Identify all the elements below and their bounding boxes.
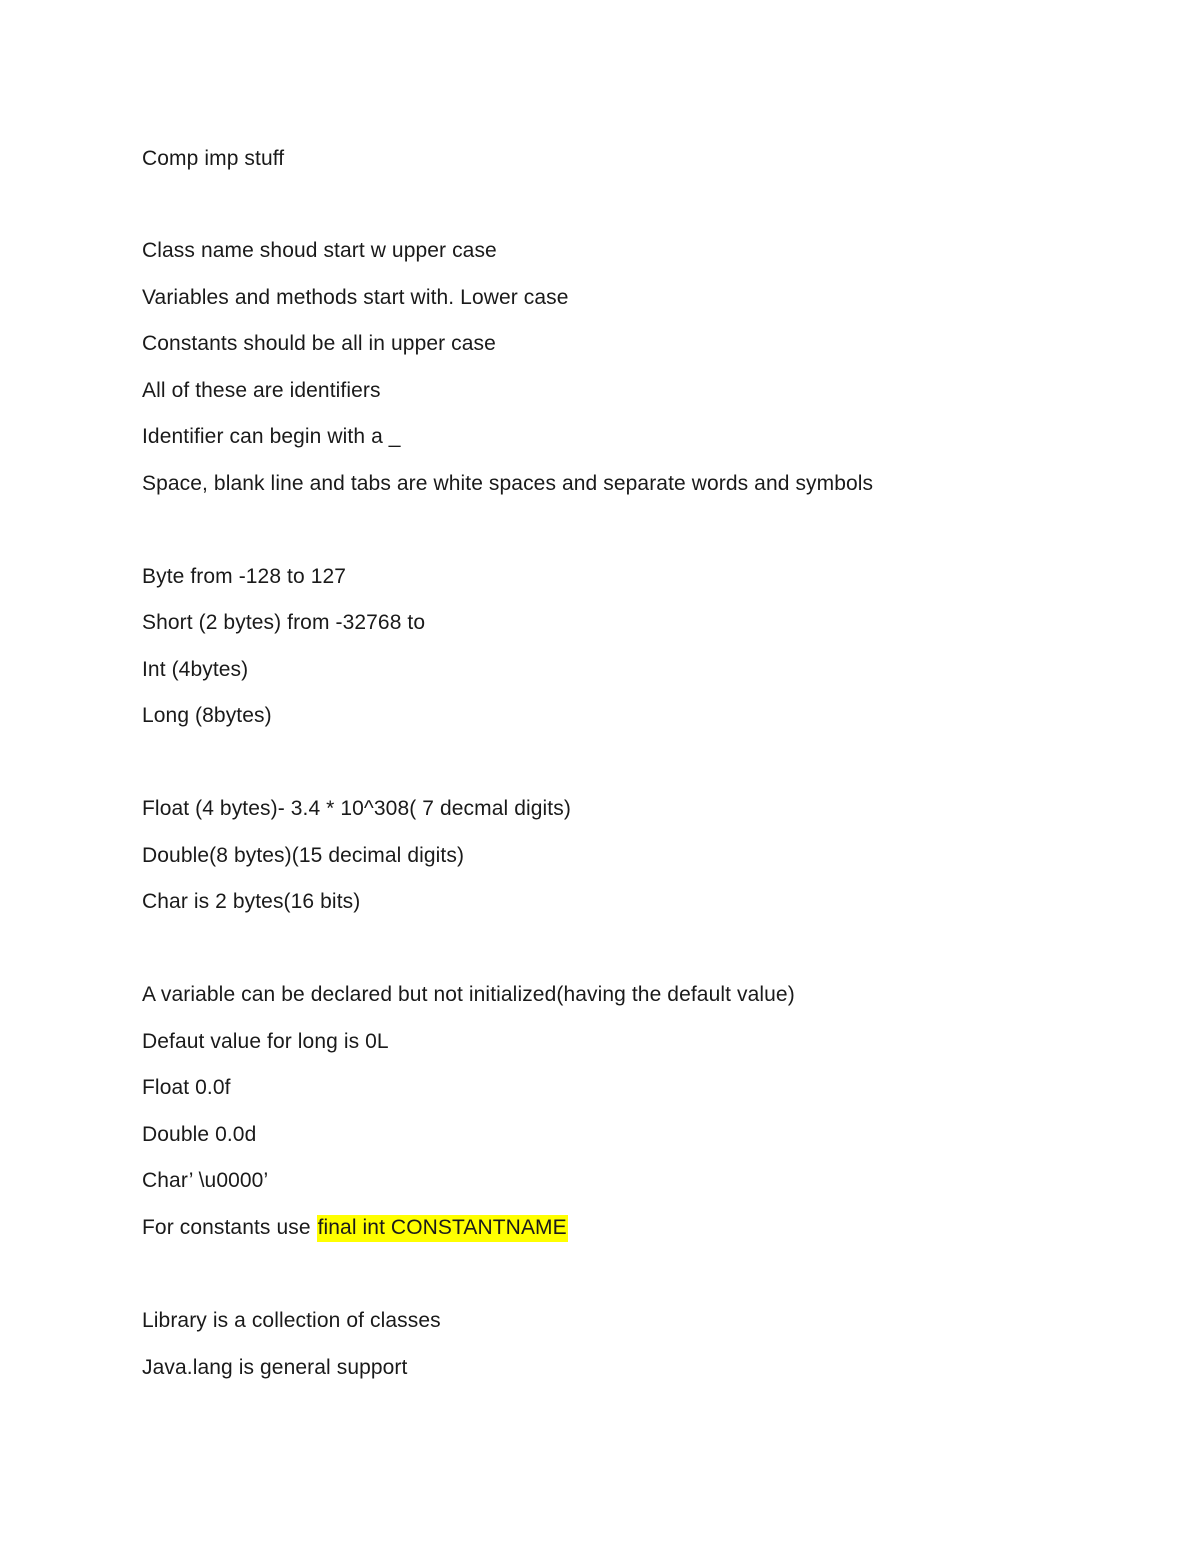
- constants-line: [142, 1215, 568, 1241]
- text-line: Double 0.0d: [142, 1123, 257, 1146]
- text-line: Library is a collection of classes: [142, 1309, 441, 1332]
- text-line: Double(8 bytes)(15 decimal digits): [142, 844, 465, 867]
- text-line: Int (4bytes): [142, 658, 249, 681]
- text-line: A variable can be declared but not initialized(having the default value): [142, 983, 795, 1006]
- text-line: Space, blank line and tabs are white spaces and separate words and symbols: [142, 472, 874, 495]
- document-title: Comp imp stuff: [142, 147, 285, 170]
- text-line: Constants should be all in upper case: [142, 332, 496, 355]
- constants-line-prefix: For constants use: [142, 1216, 317, 1239]
- text-line: Char’ \u0000’: [142, 1169, 269, 1192]
- text-line: Java.lang is general support: [142, 1356, 408, 1379]
- text-line: Class name shoud start w upper case: [142, 239, 497, 262]
- text-line: Variables and methods start with. Lower case: [142, 286, 569, 309]
- text-line: All of these are identifiers: [142, 379, 381, 402]
- highlighted-text: final int CONSTANTNAME: [317, 1215, 568, 1242]
- text-line: Identifier can begin with a _: [142, 425, 401, 448]
- text-line: Float 0.0f: [142, 1076, 231, 1099]
- text-line: Long (8bytes): [142, 704, 272, 727]
- text-line: Byte from -128 to 127: [142, 565, 347, 588]
- text-line: Float (4 bytes)- 3.4 * 10^308( 7 decmal digits): [142, 797, 571, 820]
- text-line: Char is 2 bytes(16 bits): [142, 890, 361, 913]
- text-line: Short (2 bytes) from -32768 to: [142, 611, 426, 634]
- text-line: Defaut value for long is 0L: [142, 1030, 389, 1053]
